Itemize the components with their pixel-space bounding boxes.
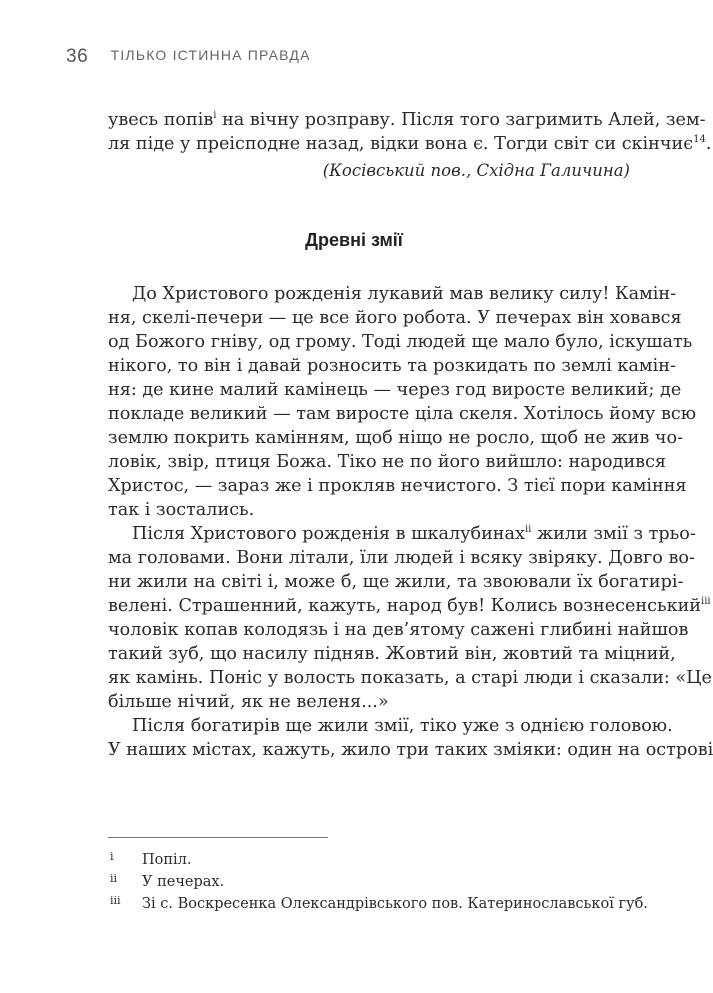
text-line: велені. Страшенний, кажуть, народ був! Колись вознесенський$^{iii}$ bbox=[108, 596, 711, 616]
text-line: До Христового рожденія лукавий мав велику силу! Камін- bbox=[132, 284, 677, 304]
page-header bbox=[66, 46, 311, 68]
text-line: більше нічий, як не веленя...» bbox=[108, 692, 389, 712]
text-line: Христос, — зараз же і прокляв нечистого. З тієї пори каміння bbox=[108, 476, 687, 496]
footnote-text: У печерах. bbox=[142, 874, 225, 890]
section-heading: Древні змії bbox=[305, 230, 403, 250]
text-line: ма головами. Вони літали, їли людей і всяку звіряку. Довго во- bbox=[108, 548, 695, 568]
page-number: 36 bbox=[66, 46, 89, 67]
text-line: Після богатирів ще жили змії, тіко уже з однією головою. bbox=[132, 716, 673, 736]
source-citation: (Косівський пов., Східна Галичина) bbox=[322, 161, 630, 180]
footnote-ref[interactable]: iii bbox=[701, 596, 711, 608]
text-line: так і зостались. bbox=[108, 500, 255, 520]
footnote-text: Зі с. Воскресенка Олександрівського пов. Катеринославської губ. bbox=[142, 896, 648, 912]
text-line: увесь попів$^i$ на вічну розправу. Після того загримить Алей, зем- bbox=[108, 110, 706, 130]
text-line: ловік, звір, птиця Божа. Тіко не по його вийшло: народився bbox=[108, 452, 667, 472]
footnote-mark: iii bbox=[110, 894, 121, 907]
text-line: як камінь. Поніс у волость показать, а старі люди і сказали: «Це bbox=[108, 668, 712, 688]
footnote bbox=[110, 896, 648, 912]
text-line: покладе великий — там виросте ціла скеля. Хотілось йому всю bbox=[108, 404, 697, 424]
text-line: У наших містах, кажуть, жило три таких зміяки: один на острові bbox=[108, 740, 713, 760]
running-title: ТІЛЬКО ІСТИННА ПРАВДА bbox=[110, 47, 311, 63]
footnote-mark: i bbox=[110, 850, 114, 863]
footnote-text: Попіл. bbox=[142, 852, 192, 868]
text-line: ня, скелі-печери — це все його робота. У печерах він ховався bbox=[108, 308, 682, 328]
footnote bbox=[110, 874, 224, 890]
text-line: ля піде у преісподне назад, відки вона є. Тогди світ си скінчиє$^{14}$. bbox=[108, 134, 712, 154]
text-line: од Божого гніву, од грому. Тоді людей ще мало було, іскушать bbox=[108, 332, 693, 352]
footnote-divider bbox=[108, 837, 328, 838]
footnote-ref[interactable]: ii bbox=[524, 524, 532, 536]
text-line: ни жили на світі і, може б, ще жили, та звоювали їх богатирі- bbox=[108, 572, 684, 592]
text-line: ня: де кине малий камінець — через год виросте великий; де bbox=[108, 380, 682, 400]
text-line: нікого, то він і давай розносить та розкидать по землі камін- bbox=[108, 356, 676, 376]
footnote-mark: ii bbox=[110, 872, 118, 885]
footnote bbox=[110, 852, 192, 868]
footnote-ref[interactable]: i bbox=[213, 110, 217, 122]
text-line: Після Христового рожденія в шкалубинах$^{ii}$ жили змії з трьо- bbox=[132, 524, 696, 544]
text-line: чоловік копав колодязь і на дев’ятому сажені глибині найшов bbox=[108, 620, 689, 640]
text-line: такий зуб, що насилу підняв. Жовтий він, жовтий та міцний, bbox=[108, 644, 676, 664]
text-line: землю покрить камінням, щоб ніщо не росло, щоб не жив чо- bbox=[108, 428, 684, 448]
footnote-ref[interactable]: 14 bbox=[693, 134, 706, 146]
